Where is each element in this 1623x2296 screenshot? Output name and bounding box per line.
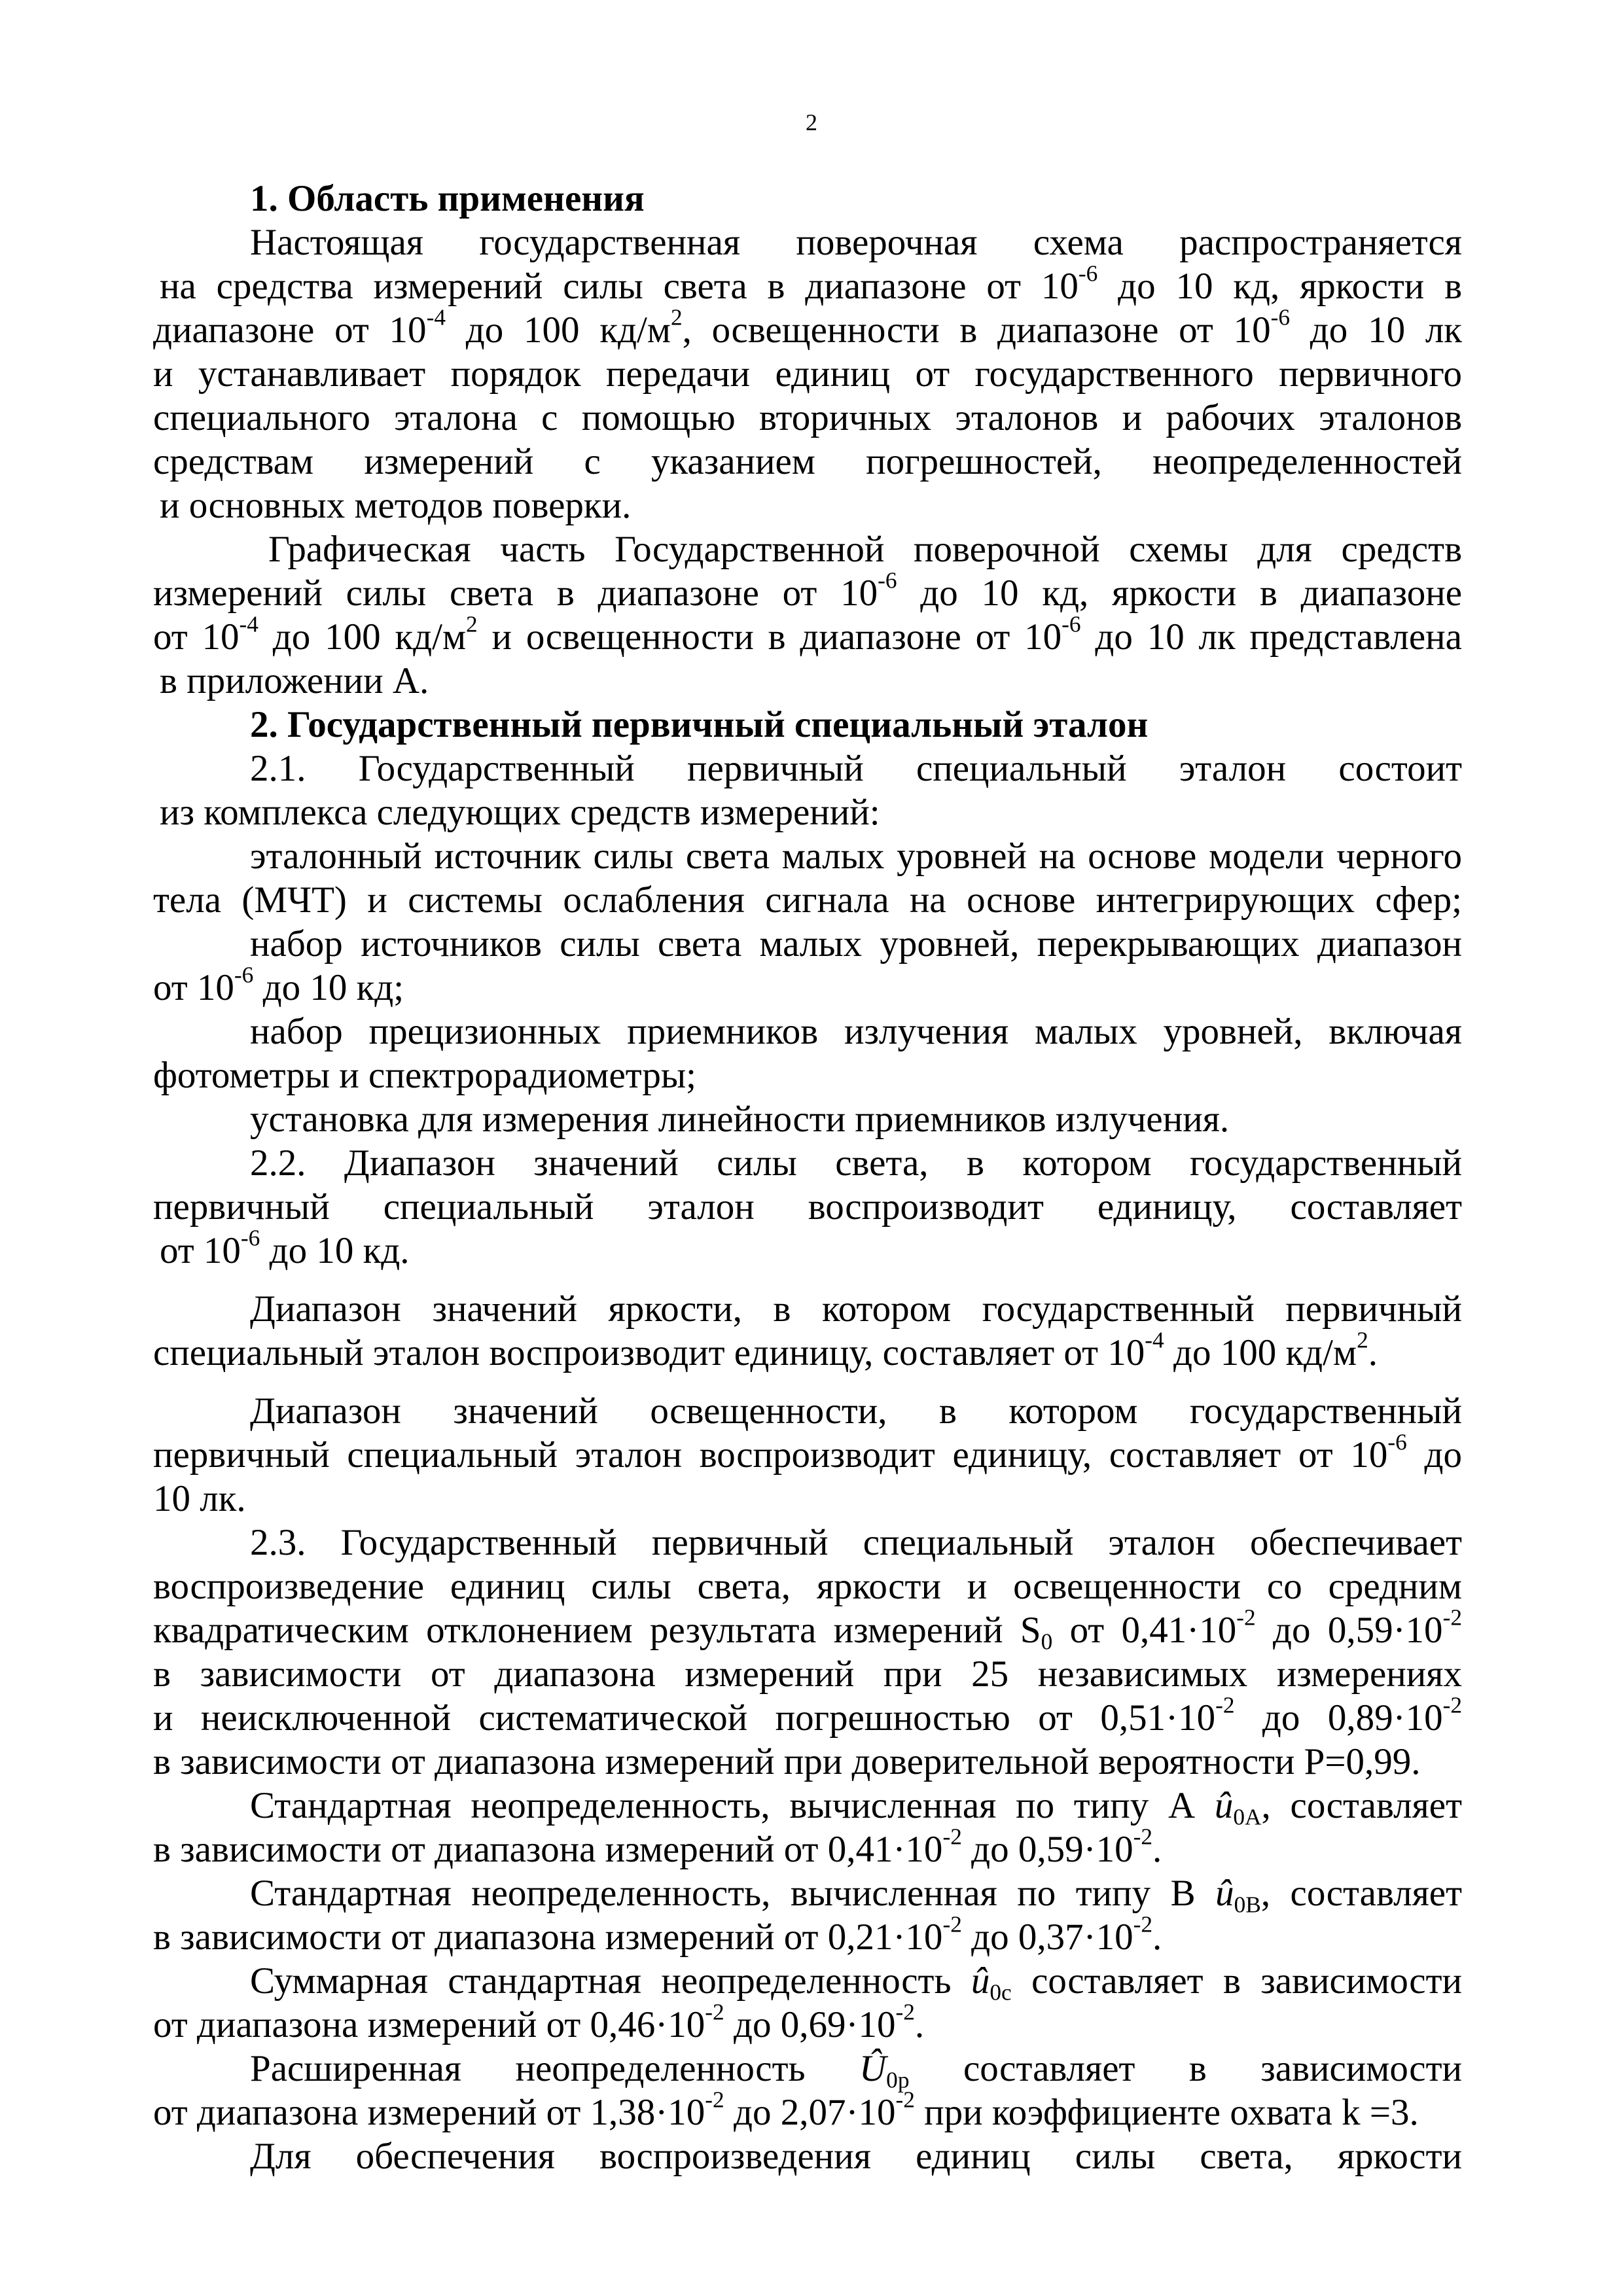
text-line: 2.2. Диапазон значений силы света, в котором государственный	[250, 1142, 1462, 1184]
text-line: Настоящая государственная поверочная схема распространяется	[250, 222, 1462, 263]
text-line: от $10^{-6}$ до 10 кд;	[153, 962, 404, 1008]
uncertainty-type-b	[153, 1871, 1462, 1959]
section-2-heading: 2. Государственный первичный специальный эталон	[250, 704, 1149, 745]
text-line: Стандартная неопределенность, вычисленная по типу В $û_{0B}$, составляет	[250, 1873, 1462, 1918]
paragraph-2-1	[153, 747, 1462, 1141]
text-line: фотометры и спектрорадиометры;	[153, 1055, 697, 1096]
paragraph-2-3	[153, 1521, 1462, 1784]
text-line: квадратическим отклонением результата измерений $S_0$ от $0,41\cdot 10^{-2}$ до $0,59\cdot 10^{-2}$	[153, 1604, 1462, 1655]
list-item: эталонный источник силы света малых уровней на основе модели черного	[250, 836, 1462, 877]
text-line: от диапазона измерений от $0,46\cdot 10^{-2}$ до $0,69\cdot 10^{-2}$.	[153, 1999, 925, 2045]
text-line: 10 лк.	[153, 1478, 246, 1519]
list-item: набор прецизионных приемников излучения малых уровней, включая	[250, 1011, 1462, 1052]
text-line: диапазоне от $10^{-4}$ до 100 $кд/м^2$, освещенности в диапазоне от $10^{-6}$ до 10 лк	[153, 304, 1463, 351]
text-line: Диапазон значений яркости, в котором государственный первичный	[250, 1288, 1462, 1330]
text-line: и основных методов поверки.	[160, 485, 632, 526]
text-line: первичный специальный эталон воспроизводит единицу, составляет	[153, 1186, 1462, 1227]
list-item: установка для измерения линейности приемников излучения.	[250, 1099, 1230, 1140]
text-line: тела (МЧТ) и системы ослабления сигнала на основе интегрирующих сфер;	[153, 879, 1462, 921]
text-line: из комплекса следующих средств измерений:	[160, 792, 880, 833]
text-line: 2.3. Государственный первичный специальный эталон обеспечивает	[250, 1522, 1462, 1563]
spacer	[153, 1375, 1462, 1389]
page-number: 2	[806, 109, 817, 135]
text-line: Графическая часть Государственной поверочной схемы для средств	[268, 529, 1462, 570]
text-line: Расширенная неопределенность $Û_{0p}$ составляет в зависимости	[250, 2048, 1462, 2093]
text-line: средствам измерений с указанием погрешностей, неопределенностей	[153, 441, 1462, 482]
text-line: на средства измерений силы света в диапазоне от $10^{-6}$ до 10 кд, яркости в	[160, 260, 1462, 307]
list-item: набор источников силы света малых уровней, перекрывающих диапазон	[250, 923, 1462, 964]
combined-uncertainty	[153, 1959, 1462, 2047]
text-line: Суммарная стандартная неопределенность $û_{0c}$ составляет в зависимости	[250, 1960, 1463, 2005]
section-1-paragraph-2	[153, 527, 1462, 703]
text-line: специального эталона с помощью вторичных эталонов и рабочих эталонов	[153, 397, 1462, 438]
text-line: Стандартная неопределенность, вычисленная по типу А $û_{0A}$, составляет	[250, 1785, 1462, 1830]
text-line: измерений силы света в диапазоне от $10^{-6}$ до 10 кд, яркости в диапазоне	[153, 567, 1462, 614]
page-content	[153, 177, 1462, 2178]
uncertainty-type-a	[153, 1784, 1462, 1871]
text-line-continued: Для обеспечения воспроизведения единиц силы света, яркости	[250, 2136, 1462, 2177]
text-line: специальный эталон воспроизводит единицу, составляет от $10^{-4}$ до 100 $кд/м^2$.	[153, 1327, 1378, 1373]
text-line: от диапазона измерений от $1,38\cdot 10^{-2}$ до $2,07\cdot 10^{-2}$ при коэффициенте охвата k =3.	[153, 2087, 1419, 2133]
text-line: в приложении А.	[160, 660, 429, 701]
spacer	[153, 1273, 1462, 1287]
text-line: первичный специальный эталон воспроизводит единицу, составляет от $10^{-6}$ до	[153, 1429, 1462, 1475]
text-line: воспроизведение единиц силы света, яркости и освещенности со средним	[153, 1566, 1462, 1607]
text-line: в зависимости от диапазона измерений при доверительной вероятности P=0,99.	[153, 1741, 1421, 1782]
text-line: в зависимости от диапазона измерений от $0,21\cdot 10^{-2}$ до $0,37\cdot 10^{-2}$.	[153, 1911, 1162, 1958]
text-line: от $10^{-6}$ до 10 кд.	[160, 1225, 410, 1271]
section-1-paragraph-1	[153, 221, 1462, 527]
section-1-heading: 1. Область применения	[250, 178, 645, 219]
expanded-uncertainty	[153, 2047, 1462, 2134]
text-line: и неисключенной систематической погрешностью от $0,51\cdot 10^{-2}$ до $0,89\cdot 10^{-2}$	[153, 1692, 1463, 1739]
text-line: в зависимости от диапазона измерений от $0,41\cdot 10^{-2}$ до $0,59\cdot 10^{-2}$.	[153, 1824, 1162, 1870]
paragraph-2-2	[153, 1141, 1462, 1521]
text-line: 2.1. Государственный первичный специальный эталон состоит	[250, 748, 1462, 789]
text-line: от $10^{-4}$ до 100 $кд/м^2$ и освещенности в диапазоне от $10^{-6}$ до 10 лк представлена	[153, 611, 1462, 658]
text-line: в зависимости от диапазона измерений при 25 независимых измерениях	[153, 1653, 1462, 1695]
text-line: и устанавливает порядок передачи единиц от государственного первичного	[153, 353, 1462, 395]
text-line: Диапазон значений освещенности, в котором государственный	[250, 1390, 1462, 1432]
